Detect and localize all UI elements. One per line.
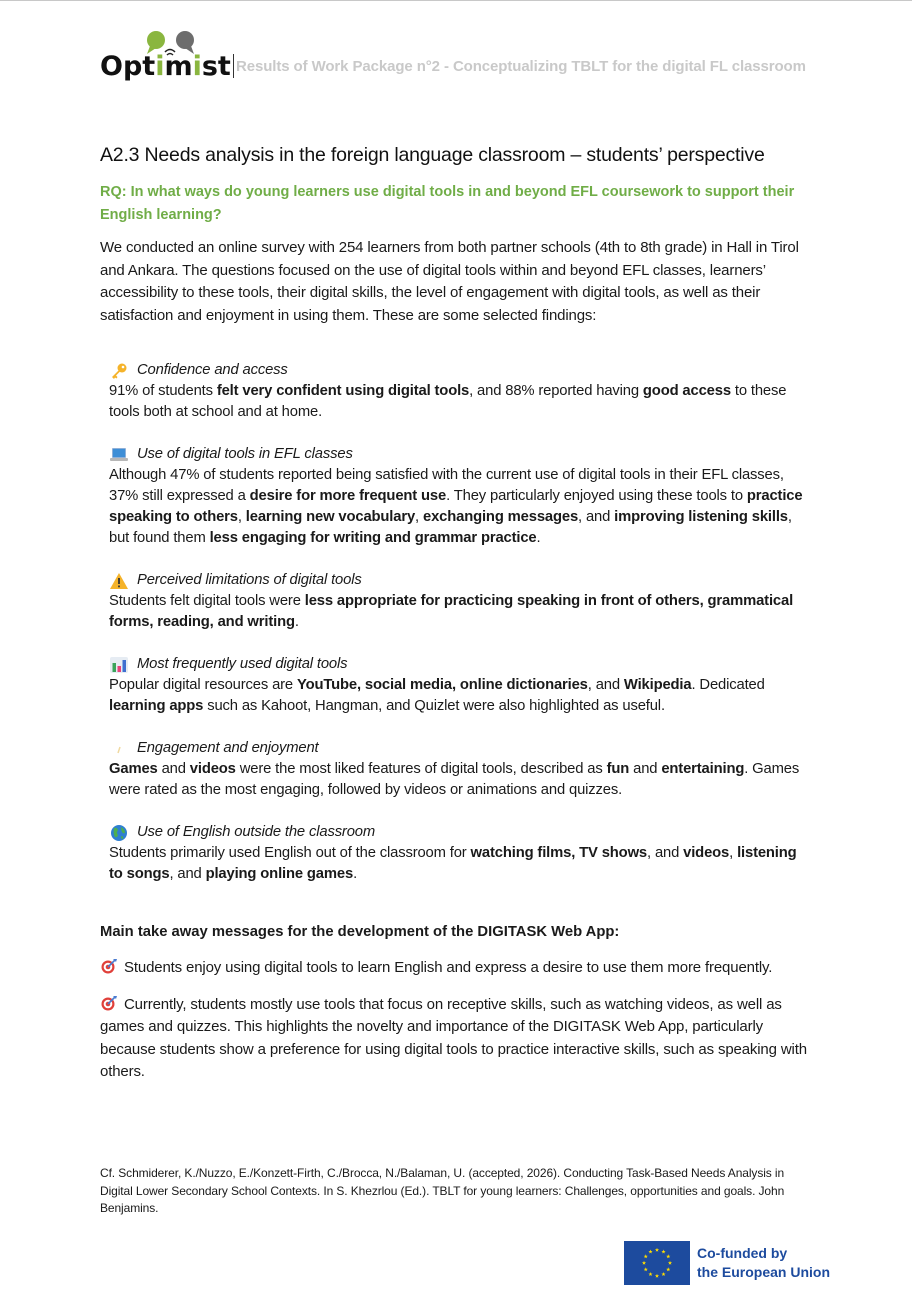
finding-item [109, 360, 812, 423]
logo-part: st [201, 51, 231, 82]
citation: Cf. Schmiderer, K./Nuzzo, E./Konzett-Firth, C./Brocca, N./Balaman, U. (accepted, 2026). Conducting Task-Based Needs Analysis in Digital Lower Secondary School Contexts. In S. Khezrlou (Ed.). TBLT for young learners: Challenges, opportunities and goals. John Benjamins. [100, 1166, 785, 1215]
target-icon [100, 958, 118, 974]
finding-title-text: Perceived limitations of digital tools [137, 572, 362, 588]
body-text: Popular digital resources are [109, 677, 297, 693]
finding-title [109, 360, 812, 381]
emphasis-text: good access [642, 383, 731, 399]
finding-body [109, 675, 812, 717]
finding-title-text: Most frequently used digital tools [137, 656, 348, 672]
emphasis-text: watching films, TV shows [470, 845, 648, 861]
finding-item [109, 822, 812, 885]
eu-cofunded-logo [624, 1241, 854, 1287]
page-header [100, 30, 820, 85]
emphasis-text: videos [189, 761, 236, 777]
section-heading: A2.3 Needs analysis in the foreign language classroom – students’ perspective [100, 144, 765, 166]
body-text: , [729, 845, 738, 861]
main-content [100, 141, 812, 1084]
finding-item [109, 444, 812, 549]
logo-part: Opt [100, 51, 156, 82]
finding-body [109, 759, 812, 801]
emphasis-text: fun [606, 761, 630, 777]
emphasis-text: felt very confident using digital tools [216, 383, 470, 399]
header-divider [233, 54, 234, 78]
top-rule [0, 0, 912, 1]
body-text: were the most liked features of digital tools, described as [235, 761, 607, 777]
finding-body [109, 465, 812, 549]
bar-chart-icon [109, 656, 129, 674]
finding-body [109, 381, 812, 423]
body-text: such as Kahoot, Hangman, and Quizlet were also highlighted as useful. [203, 698, 665, 714]
body-text: . [294, 614, 299, 630]
body-text: 91% of students [109, 383, 217, 399]
takeaways-heading: Main take away messages for the development of the DIGITASK Web App: [100, 924, 620, 940]
findings-list [100, 360, 812, 885]
emphasis-text: Games [109, 761, 158, 777]
emphasis-text: listening to songs [109, 845, 797, 882]
body-text: , [237, 509, 246, 525]
logo-wordmark [100, 50, 231, 84]
body-text: , and [647, 845, 684, 861]
emphasis-text: Wikipedia [623, 677, 692, 693]
emphasis-text: YouTube, social media, online dictionaries [296, 677, 588, 693]
emphasis-text: less engaging for writing and grammar practice [209, 530, 537, 546]
logo-part: i [155, 51, 165, 82]
body-text: and [629, 761, 662, 777]
takeaway-item [100, 994, 812, 1084]
body-text: . They particularly enjoyed using these tools to [446, 488, 747, 504]
eu-line-1: Co-funded by [697, 1245, 788, 1261]
research-question: RQ: In what ways do young learners use digital tools in and beyond EFL coursework to support their English learning? [100, 184, 795, 223]
finding-item [109, 654, 812, 717]
header-title: Results of Work Package n°2 - Conceptualizing TBLT for the digital FL classroom [236, 58, 806, 75]
emphasis-text: videos [683, 845, 730, 861]
takeaway-text: Students enjoy using digital tools to learn English and express a desire to use them more frequently. [124, 959, 773, 976]
emphasis-text: exchanging messages [422, 509, 579, 525]
body-text: Students felt digital tools were [109, 593, 305, 609]
emphasis-text: learning new vocabulary [245, 509, 416, 525]
body-text: Although 47% of students reported being satisfied with the current use of digital tools in their EFL classes, 37% still expressed a [109, 467, 784, 504]
warning-icon [109, 572, 129, 590]
takeaway-text: Currently, students mostly use tools that focus on receptive skills, such as watching videos, as well as games and quizzes. This highlights the novelty and importance of the DIGITASK Web App, particularly because students show a preference for using digital tools to practice interactive skills, such as speaking with others. [100, 995, 807, 1080]
body-text: . Dedicated [691, 677, 765, 693]
body-text: . [536, 530, 541, 546]
eu-flag-icon [624, 1241, 690, 1285]
body-text: and [157, 761, 190, 777]
body-text: . [353, 866, 358, 882]
emphasis-text: playing online games [205, 866, 354, 882]
finding-title [109, 738, 812, 759]
sparkle-icon [109, 740, 129, 758]
emphasis-text: desire for more frequent use [249, 488, 447, 504]
logo-part: i [192, 51, 202, 82]
body-text: , and [169, 866, 206, 882]
finding-title [109, 570, 812, 591]
emphasis-text: improving listening skills [614, 509, 788, 525]
finding-title [109, 444, 812, 465]
target-icon [100, 995, 118, 1011]
takeaway-item [100, 957, 812, 980]
finding-item [109, 570, 812, 633]
body-text: , [415, 509, 423, 525]
body-text: , and [587, 677, 624, 693]
finding-title [109, 654, 812, 675]
body-text: . Games were rated as the most engaging, followed by videos or animations and quizzes. [109, 761, 800, 798]
finding-title-text: Engagement and enjoyment [137, 740, 319, 756]
optimist-logo [100, 30, 231, 85]
body-text: Students primarily used English out of the classroom for [109, 845, 471, 861]
logo-part: m [164, 51, 193, 82]
body-text: , and [578, 509, 615, 525]
finding-body [109, 843, 812, 885]
key-icon [109, 362, 129, 380]
finding-item [109, 738, 812, 801]
body-text: , but found them [109, 509, 792, 546]
finding-title-text: Use of English outside the classroom [137, 824, 376, 840]
finding-title-text: Use of digital tools in EFL classes [137, 446, 353, 462]
emphasis-text: less appropriate for practicing speaking in front of others, grammatical forms, reading, and writing [109, 593, 794, 630]
body-text: to these tools both at school and at home. [109, 383, 787, 420]
intro-paragraph: We conducted an online survey with 254 learners from both partner schools (4th to 8th grade) in Hall in Tirol and Ankara. The questions focused on the use of digital tools within and beyond EFL classes, learners’ accessibility to these tools, their digital skills, the level of engagement with digital tools, as well as their satisfaction and enjoyment in using them. These are some selected findings: [100, 239, 799, 324]
emphasis-text: learning apps [109, 698, 204, 714]
globe-icon [109, 824, 129, 842]
eu-line-2: the European Union [697, 1264, 830, 1280]
eu-text [697, 1244, 830, 1282]
laptop-icon [109, 446, 129, 464]
emphasis-text: practice speaking to others [109, 488, 803, 525]
finding-title-text: Confidence and access [137, 362, 288, 378]
finding-body [109, 591, 812, 633]
body-text: , and 88% reported having [469, 383, 643, 399]
emphasis-text: entertaining [661, 761, 745, 777]
finding-title [109, 822, 812, 843]
